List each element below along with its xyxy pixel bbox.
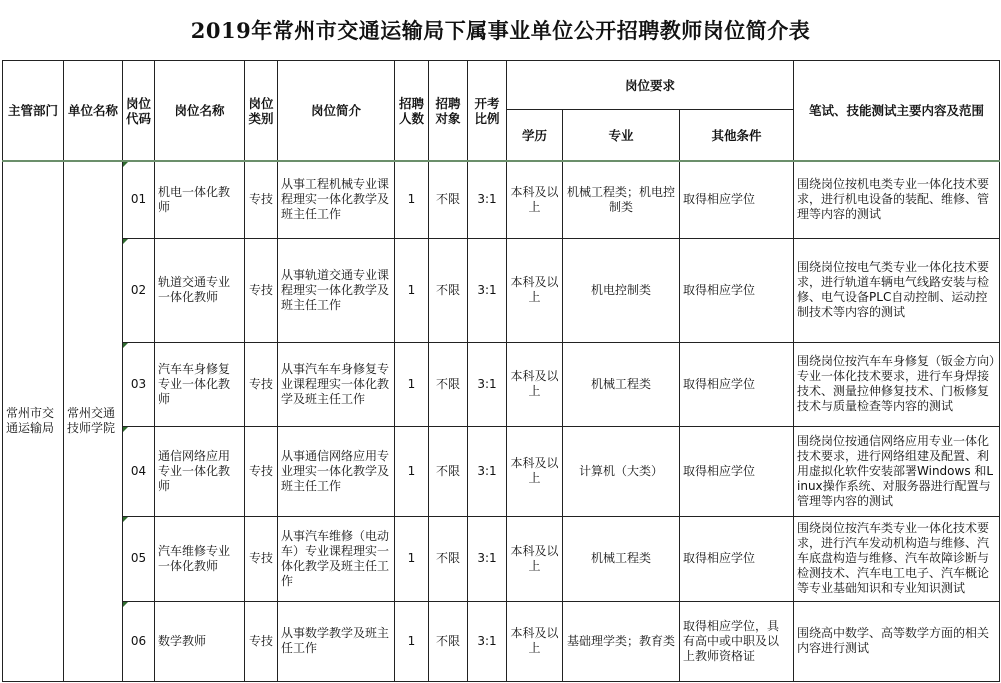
cell-target: 不限 [429, 516, 468, 601]
cell-other: 取得相应学位 [680, 516, 794, 601]
cell-code: 06 [123, 601, 155, 681]
cell-count: 1 [395, 426, 429, 516]
cell-other: 取得相应学位 [680, 342, 794, 426]
cell-name: 机电一体化教师 [155, 161, 245, 238]
cell-category: 专技 [245, 516, 278, 601]
cell-other: 取得相应学位 [680, 426, 794, 516]
cell-education: 本科及以上 [507, 238, 563, 342]
cell-other: 取得相应学位 [680, 238, 794, 342]
cell-count: 1 [395, 342, 429, 426]
cell-major: 机电控制类 [563, 238, 680, 342]
table-row [3, 426, 1000, 516]
cell-test: 围绕岗位按汽车车身修复（钣金方向）专业一体化技术要求，进行车身焊接技术、测量拉伸修复技术、门板修复技术与质量检查等内容的测试 [794, 342, 1000, 426]
cell-target: 不限 [429, 342, 468, 426]
cell-target: 不限 [429, 238, 468, 342]
header-requirements: 岗位要求 [507, 61, 794, 110]
header-major: 专业 [563, 110, 680, 162]
header-count: 招聘人数 [395, 61, 429, 162]
cell-ratio: 3:1 [468, 238, 507, 342]
cell-ratio: 3:1 [468, 426, 507, 516]
cell-name: 汽车车身修复专业一体化教师 [155, 342, 245, 426]
cell-major: 基础理学类；教育类 [563, 601, 680, 681]
cell-intro: 从事数学教学及班主任工作 [278, 601, 395, 681]
cell-code: 03 [123, 342, 155, 426]
cell-code: 04 [123, 426, 155, 516]
cell-other: 取得相应学位，具有高中或中职及以上教师资格证 [680, 601, 794, 681]
cell-major: 机械工程类 [563, 342, 680, 426]
cell-intro: 从事汽车车身修复专业课程理实一体化教学及班主任工作 [278, 342, 395, 426]
cell-count: 1 [395, 516, 429, 601]
cell-target: 不限 [429, 426, 468, 516]
cell-intro: 从事工程机械专业课程理实一体化教学及班主任工作 [278, 161, 395, 238]
cell-ratio: 3:1 [468, 161, 507, 238]
header-category: 岗位类别 [245, 61, 278, 162]
header-education: 学历 [507, 110, 563, 162]
cell-code: 01 [123, 161, 155, 238]
header-ratio: 开考比例 [468, 61, 507, 162]
header-code: 岗位代码 [123, 61, 155, 162]
cell-education: 本科及以上 [507, 426, 563, 516]
cell-category: 专技 [245, 601, 278, 681]
cell-education: 本科及以上 [507, 342, 563, 426]
cell-major: 计算机（大类） [563, 426, 680, 516]
cell-education: 本科及以上 [507, 516, 563, 601]
cell-education: 本科及以上 [507, 161, 563, 238]
table-row [3, 601, 1000, 681]
cell-name: 数学教师 [155, 601, 245, 681]
cell-intro: 从事轨道交通专业课程理实一体化教学及班主任工作 [278, 238, 395, 342]
cell-name: 汽车维修专业一体化教师 [155, 516, 245, 601]
header-intro: 岗位简介 [278, 61, 395, 162]
cell-test: 围绕岗位按机电类专业一体化技术要求，进行机电设备的装配、维修、管理等内容的测试 [794, 161, 1000, 238]
table-row [3, 342, 1000, 426]
header-other: 其他条件 [680, 110, 794, 162]
cell-code: 05 [123, 516, 155, 601]
cell-category: 专技 [245, 342, 278, 426]
cell-ratio: 3:1 [468, 516, 507, 601]
table-row [3, 161, 1000, 238]
cell-unit: 常州交通技师学院 [64, 161, 123, 681]
cell-category: 专技 [245, 426, 278, 516]
cell-category: 专技 [245, 238, 278, 342]
header-name: 岗位名称 [155, 61, 245, 162]
cell-other: 取得相应学位 [680, 161, 794, 238]
recruitment-table [2, 60, 1000, 682]
cell-test: 围绕岗位按汽车类专业一体化技术要求，进行汽车发动机构造与维修、汽车底盘构造与维修、汽车故障诊断与检测技术、汽车电工电子、汽车概论等专业基础知识和专业知识测试 [794, 516, 1000, 601]
cell-target: 不限 [429, 601, 468, 681]
header-unit: 单位名称 [64, 61, 123, 162]
page-title: 2019年常州市交通运输局下属事业单位公开招聘教师岗位简介表 [190, 18, 811, 43]
header-test: 笔试、技能测试主要内容及范围 [794, 61, 1000, 162]
cell-code: 02 [123, 238, 155, 342]
cell-education: 本科及以上 [507, 601, 563, 681]
cell-test: 围绕岗位按通信网络应用专业一体化技术要求，进行网络组建及配置、利用虚拟化软件安装部署Windows 和Linux操作系统、对服务器进行配置与管理等内容的测试 [794, 426, 1000, 516]
cell-count: 1 [395, 601, 429, 681]
cell-name: 轨道交通专业一体化教师 [155, 238, 245, 342]
cell-count: 1 [395, 161, 429, 238]
cell-major: 机械工程类 [563, 516, 680, 601]
table-row [3, 238, 1000, 342]
cell-target: 不限 [429, 161, 468, 238]
cell-ratio: 3:1 [468, 342, 507, 426]
header-dept: 主管部门 [3, 61, 64, 162]
cell-dept: 常州市交通运输局 [3, 161, 64, 681]
table-row [3, 516, 1000, 601]
cell-intro: 从事汽车维修（电动车）专业课程理实一体化教学及班主任工作 [278, 516, 395, 601]
cell-name: 通信网络应用专业一体化教师 [155, 426, 245, 516]
cell-test: 围绕岗位按电气类专业一体化技术要求，进行轨道车辆电气线路安装与检修、电气设备PLC自动控制、运动控制技术等内容的测试 [794, 238, 1000, 342]
cell-count: 1 [395, 238, 429, 342]
cell-category: 专技 [245, 161, 278, 238]
header-target: 招聘对象 [429, 61, 468, 162]
cell-intro: 从事通信网络应用专业理实一体化教学及班主任工作 [278, 426, 395, 516]
cell-major: 机械工程类；机电控制类 [563, 161, 680, 238]
cell-ratio: 3:1 [468, 601, 507, 681]
cell-test: 围绕高中数学、高等数学方面的相关内容进行测试 [794, 601, 1000, 681]
